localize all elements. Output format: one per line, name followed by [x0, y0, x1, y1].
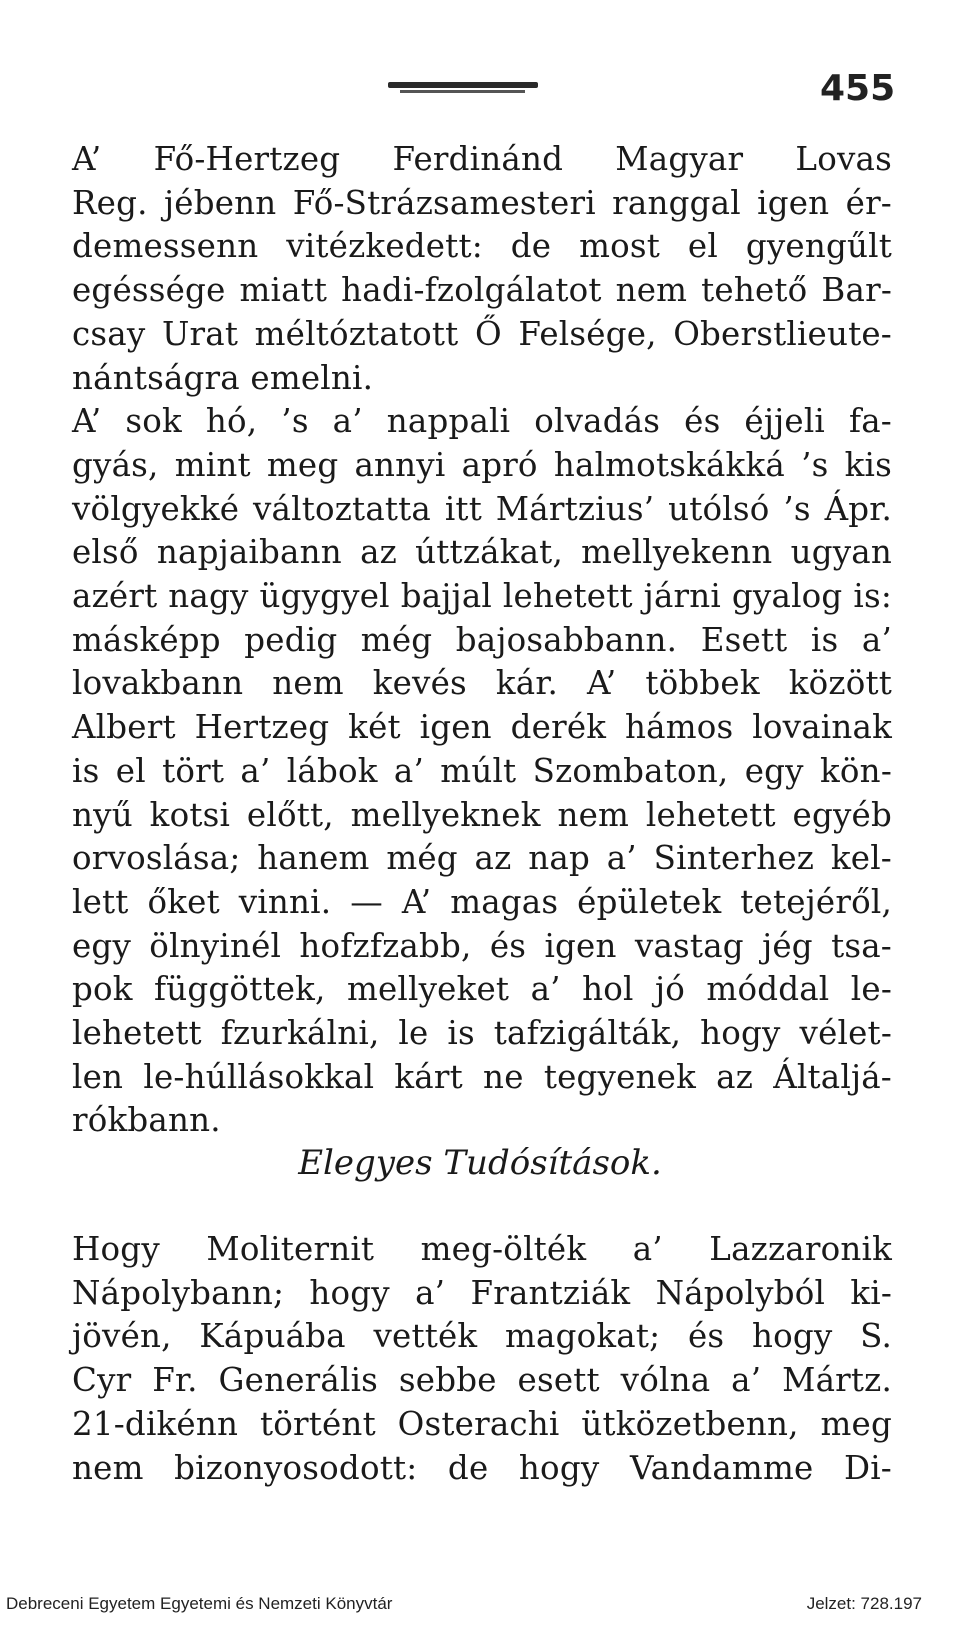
text-line: nyű kotsi előtt, mellyeknek nem lehetett egyéb [72, 795, 892, 834]
page-number: 455 [820, 68, 896, 109]
text-line: Cyr Fr. Generális sebbe esett vólna a’ Mártz. [72, 1361, 892, 1400]
text-line: jövén, Kápuába vették magokat; és hogy S. [72, 1317, 892, 1356]
section-title: Elegyes Tudósítások. [298, 1143, 662, 1183]
text-line: lehetett fzurkálni, le is tafzigálták, hogy vélet- [72, 1014, 892, 1053]
text-line: azért nagy ügygyel bajjal lehetett járni gyalog is: [72, 577, 892, 616]
library-credit: Debreceni Egyetem Egyetemi és Nemzeti Könyvtár [6, 1594, 393, 1613]
text-line: rókbann. [72, 1101, 221, 1140]
text-line: Hogy Moliternit meg-ölték a’ Lazzaronik [72, 1230, 892, 1268]
digitization-footer [0, 1594, 960, 1618]
text-line: völgyekké változtatta itt Mártzius’ utólsó ’s Ápr. [72, 489, 892, 528]
text-line: nántságra emelni. [72, 358, 374, 397]
header-ornament-rule [388, 82, 538, 88]
body-text-block [72, 138, 892, 1143]
text-line: első napjaibann az úttzákat, mellyekenn ugyan [72, 533, 892, 572]
paragraph-moliterni-news [72, 1228, 892, 1490]
text-line: Nápolybann; hogy a’ Frantziák Nápolyból ki- [72, 1273, 892, 1312]
paragraph-ferdinand-regiment [72, 138, 892, 400]
text-line: lett őket vinni. — A’ magas épületek tetejéről, [72, 882, 892, 921]
text-line: nem bizonyosodott: de hogy Vandamme Di- [72, 1448, 892, 1487]
text-line: demessenn vitézkedett: de most el gyengűlt [72, 227, 892, 266]
text-line: másképp pedig még bajosabbann. Esett is a’ [72, 620, 892, 659]
text-line: gyás, mint meg annyi apró halmotskákká ’s kis [72, 445, 892, 484]
header-ornament-rule-secondary [400, 90, 525, 93]
text-line: 21-dikénn történt Osterachi ütközetbenn, meg [72, 1404, 892, 1443]
text-line: egéssége miatt hadi-fzolgálatot nem tehető Bar- [72, 271, 892, 310]
body-text-block-news [72, 1228, 892, 1490]
text-line: egy ölnyinél hofzfzabb, és igen vastag jég tsa- [72, 926, 892, 965]
text-line: pok függöttek, mellyeket a’ hol jó móddal le- [72, 970, 892, 1009]
text-line: orvoslása; hanem még az nap a’ Sinterhez kel- [72, 839, 892, 878]
text-line: Reg. jébenn Fő-Strázsamesteri ranggal igen ér- [72, 183, 892, 222]
text-line: lovakbann nem kevés kár. A’ többek között [72, 664, 892, 703]
text-line: csay Urat méltóztatott Ő Felsége, Oberstlieute- [72, 314, 892, 353]
text-line: len le-húllásokkal kárt ne tegyenek az Általjá- [72, 1057, 892, 1096]
text-line: is el tört a’ lábok a’ múlt Szombaton, egy kön- [72, 751, 892, 790]
shelfmark: Jelzet: 728.197 [806, 1594, 922, 1613]
text-line: A’ sok hó, ’s a’ nappali olvadás és éjjeli fa- [72, 402, 892, 441]
text-line: A’ Fő-Hertzeg Ferdinánd Magyar Lovas [72, 140, 892, 178]
paragraph-snow-and-ice [72, 400, 892, 1143]
text-line: Albert Hertzeg két igen derék hámos lovainak [72, 708, 892, 747]
